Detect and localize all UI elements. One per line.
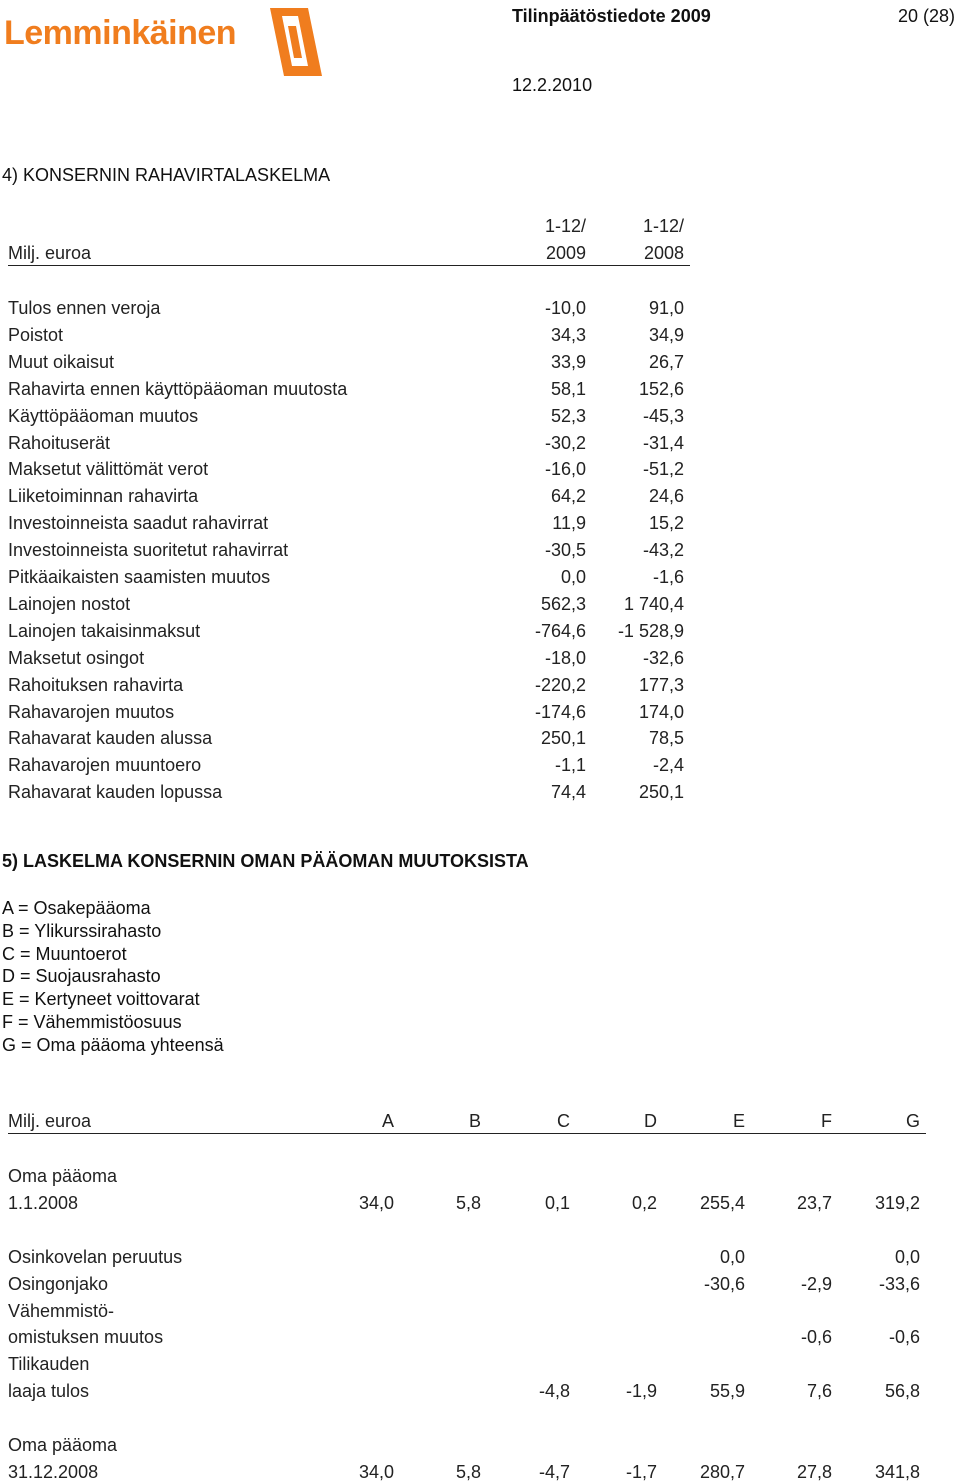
legend-item: C = Muuntoerot [2, 943, 127, 964]
cashflow-row-label: Pitkäaikaisten saamisten muutos [8, 567, 271, 587]
cashflow-row-label: Investoinneista saadut rahavirrat [8, 513, 269, 534]
col-2008-year: 2008 [643, 243, 684, 263]
equity-unit-label: Milj. euroa [8, 1111, 92, 1131]
cashflow-value-2009: -10,0 [544, 298, 586, 318]
equity-column-header: C [557, 1111, 570, 1131]
cashflow-row-label: Tulos ennen veroja [8, 298, 161, 318]
equity-cell: -33,6 [878, 1273, 920, 1294]
cashflow-value-2008: -2,4 [652, 755, 684, 776]
equity-cell: -2,9 [800, 1273, 832, 1294]
equity-cell: 27,8 [796, 1461, 832, 1482]
document-date: 12.2.2010 [512, 75, 593, 95]
cashflow-row-label: Muut oikaisut [8, 351, 115, 372]
cashflow-value-2008: 174,0 [638, 701, 684, 722]
cashflow-value-2009: -174,6 [534, 701, 586, 722]
cashflow-row-label: Rahavarojen muuntoero [8, 755, 202, 776]
cashflow-value-2008: 34,9 [648, 324, 684, 345]
equity-cell: 0,2 [631, 1192, 657, 1213]
logo-flame-icon [268, 6, 324, 78]
legend-item: B = Ylikurssirahasto [2, 920, 162, 941]
cashflow-value-2009: 64,2 [550, 486, 586, 507]
legend-item: D = Suojausrahasto [2, 966, 161, 987]
equity-cell: -1,7 [625, 1461, 657, 1482]
cashflow-heading: 4) KONSERNIN RAHAVIRTALASKELMA [2, 165, 331, 185]
cashflow-value-2008: -32,6 [642, 647, 684, 668]
cashflow-value-2009: -764,6 [534, 620, 586, 641]
equity-cell: 341,8 [874, 1461, 920, 1482]
legend-item: E = Kertyneet voittovarat [2, 989, 200, 1010]
cashflow-value-2008: -51,2 [642, 459, 684, 480]
cashflow-row-label: Maksetut välittömät verot [8, 459, 209, 480]
cashflow-value-2008: 91,0 [648, 298, 684, 318]
cashflow-value-2008: 15,2 [648, 513, 684, 534]
cashflow-value-2009: 0,0 [560, 567, 586, 587]
cashflow-row-label: Rahavarojen muutos [8, 701, 175, 722]
equity-cell: -0,6 [888, 1327, 920, 1348]
equity-row-label: Vähemmistö- [8, 1300, 115, 1321]
cashflow-row-label: Rahavarat kauden alussa [8, 728, 213, 749]
cashflow-unit-label: Milj. euroa [8, 243, 92, 263]
cashflow-value-2009: 250,1 [540, 728, 586, 749]
cashflow-value-2009: -30,2 [544, 432, 586, 453]
equity-cell: 5,8 [455, 1192, 481, 1213]
equity-cell: -0,6 [800, 1327, 832, 1348]
equity-cell: -4,7 [538, 1461, 570, 1482]
cashflow-value-2008: 24,6 [648, 486, 684, 507]
equity-cell: -30,6 [703, 1273, 745, 1294]
equity-cell: 255,4 [699, 1192, 745, 1213]
cashflow-value-2008: -1,6 [652, 567, 684, 587]
cashflow-value-2008: -1 528,9 [617, 620, 684, 641]
document-title: Tilinpäätöstiedote 2009 [512, 6, 711, 26]
equity-row-label: 31.12.2008 [8, 1461, 99, 1482]
equity-cell: 56,8 [884, 1381, 920, 1402]
equity-cell: 23,7 [796, 1192, 832, 1213]
cashflow-value-2008: -45,3 [642, 405, 684, 426]
cashflow-row-label: Liiketoiminnan rahavirta [8, 486, 199, 507]
cashflow-value-2008: -43,2 [642, 540, 684, 561]
equity-cell: 0,0 [894, 1246, 920, 1267]
cashflow-value-2009: -30,5 [544, 540, 586, 561]
page-number: 20 (28) [898, 6, 956, 26]
cashflow-row-label: Rahavirta ennen käyttöpääoman muutosta [8, 378, 348, 399]
col-2009-year: 2009 [545, 243, 586, 263]
cashflow-row-label: Poistot [8, 324, 64, 345]
legend-item: A = Osakepääoma [2, 898, 151, 918]
cashflow-header-rule [8, 265, 690, 266]
col-2009-period: 1-12/ [544, 216, 586, 236]
equity-row-label: Osingonjako [8, 1273, 109, 1294]
cashflow-value-2009: -18,0 [544, 647, 586, 668]
cashflow-row-label: Rahavarat kauden lopussa [8, 782, 223, 803]
cashflow-value-2009: 52,3 [550, 405, 586, 426]
equity-header-rule [8, 1133, 926, 1134]
cashflow-value-2009: 58,1 [550, 378, 586, 399]
equity-cell: -1,9 [625, 1381, 657, 1402]
equity-cell: 5,8 [455, 1461, 481, 1482]
equity-column-header: F [821, 1111, 832, 1131]
cashflow-row-label: Lainojen takaisinmaksut [8, 620, 201, 641]
equity-cell: 0,1 [544, 1192, 570, 1213]
equity-row-label: 1.1.2008 [8, 1192, 79, 1213]
equity-column-header: D [644, 1111, 657, 1131]
cashflow-value-2008: 26,7 [648, 351, 684, 372]
equity-row-label: Oma pääoma [8, 1435, 118, 1455]
cashflow-value-2009: 74,4 [550, 782, 586, 803]
equity-cell: 319,2 [874, 1192, 920, 1213]
cashflow-value-2009: -16,0 [544, 459, 586, 480]
legend-item: G = Oma pääoma yhteensä [2, 1034, 224, 1055]
cashflow-row-label: Käyttöpääoman muutos [8, 405, 199, 426]
equity-cell: -4,8 [538, 1381, 570, 1402]
equity-column-header: B [468, 1111, 481, 1131]
cashflow-value-2009: -1,1 [554, 755, 586, 776]
cashflow-row-label: Rahoituserät [8, 432, 111, 453]
equity-row-label: laaja tulos [8, 1381, 90, 1402]
equity-cell: 280,7 [699, 1461, 745, 1482]
cashflow-value-2009: 11,9 [552, 513, 586, 534]
equity-cell: 34,0 [358, 1461, 394, 1482]
equity-row-label: Oma pääoma [8, 1166, 118, 1186]
cashflow-row-label: Maksetut osingot [8, 647, 145, 668]
equity-column-header: E [732, 1111, 745, 1131]
cashflow-value-2009: 562,3 [540, 593, 586, 614]
col-2008-period: 1-12/ [642, 216, 684, 236]
equity-column-header: A [381, 1111, 394, 1131]
cashflow-row-label: Investoinneista suoritetut rahavirrat [8, 540, 289, 561]
equity-column-header: G [905, 1111, 920, 1131]
cashflow-value-2009: -220,2 [534, 674, 586, 695]
cashflow-value-2009: 33,9 [550, 351, 586, 372]
equity-row-label: Osinkovelan peruutus [8, 1246, 183, 1267]
cashflow-row-label: Lainojen nostot [8, 593, 131, 614]
equity-cell: 7,6 [806, 1381, 832, 1402]
cashflow-value-2008: 250,1 [638, 782, 684, 803]
equity-heading: 5) LASKELMA KONSERNIN OMAN PÄÄOMAN MUUTOKSISTA [2, 851, 529, 871]
company-logo: Lemminkäinen [4, 14, 237, 52]
equity-row-label: omistuksen muutos [8, 1327, 164, 1348]
equity-row-label: Tilikauden [8, 1354, 90, 1375]
equity-cell: 55,9 [709, 1381, 745, 1402]
cashflow-value-2008: 177,3 [638, 674, 684, 695]
cashflow-value-2008: -31,4 [642, 432, 684, 453]
cashflow-value-2008: 152,6 [638, 378, 684, 399]
equity-cell: 0,0 [719, 1246, 745, 1267]
legend-item: F = Vähemmistöosuus [2, 1012, 182, 1032]
cashflow-value-2008: 78,5 [648, 728, 684, 749]
equity-cell: 34,0 [358, 1192, 394, 1213]
cashflow-value-2009: 34,3 [550, 324, 586, 345]
cashflow-row-label: Rahoituksen rahavirta [8, 674, 184, 695]
cashflow-value-2008: 1 740,4 [623, 593, 684, 614]
